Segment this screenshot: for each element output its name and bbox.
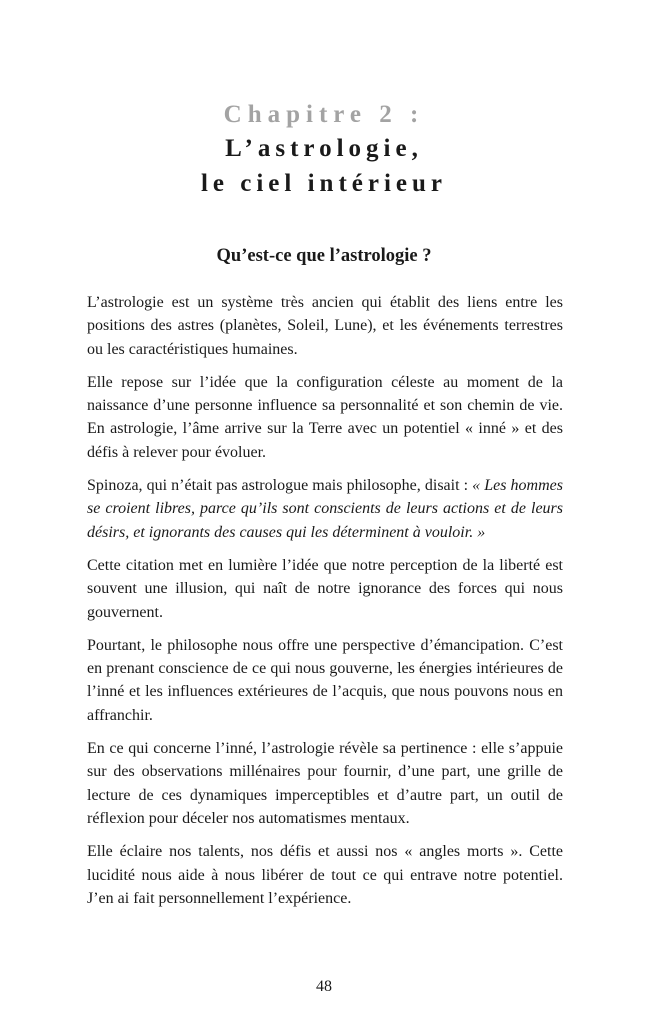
paragraph-5: Pourtant, le philosophe nous offre une perspective d’émancipation. C’est en prenant conscience de ce qui nous gouverne, les énergies intérieures de l’inné et les influences extérieures de l’acquis, que nous pouvons nous en affranchir. [87,636,563,724]
paragraph-2: Elle repose sur l’idée que la configuration céleste au moment de la naissance d’une personne influence sa personnalité et son chemin de vie. En astrologie, l’âme arrive sur la Terre avec un potentiel « inné » et des défis à relever pour évoluer. [87,373,563,461]
chapter-title-line-2: le ciel intérieur [200,170,448,197]
paragraph-3-intro: Spinoza, qui n’était pas astrologue mais philosophe, disait : [87,477,473,495]
chapter-title-line-1: L’astrologie, [225,135,423,162]
paragraph-7: Elle éclaire nos talents, nos défis et aussi nos « angles morts ». Cette lucidité nous aide à nous libérer de tout ce qui entrave notre potentiel. J’en ai fait personnellement l’expérience. [87,843,563,907]
paragraph-1: L’astrologie est un système très ancien qui établit des liens entre les positions des astres (planètes, Soleil, Lune), et les événements terrestres ou les caractéristiques humaines. [87,294,563,358]
page-number: 48 [316,978,332,995]
chapter-label: Chapitre 2 : [223,101,425,128]
body-text [87,291,563,920]
paragraph-6: En ce qui concerne l’inné, l’astrologie révèle sa pertinence : elle s’appuie sur des observations millénaires pour fournir, d’une part, une grille de lecture de ces dynamiques imperceptibles et d’autre part, un outil de réflexion pour déceler nos automatismes mentaux. [87,740,563,827]
section-title: Qu’est-ce que l’astrologie ? [216,246,432,266]
paragraph-4: Cette citation met en lumière l’idée que notre perception de la liberté est souvent une illusion, qui naît de notre ignorance des forces qui nous gouvernent. [87,556,563,621]
paragraph-3 [87,474,563,544]
chapter-heading [0,98,648,201]
spinoza-quote: « Les hommes se croient libres, parce qu’ils sont conscients de leurs actions et de leurs désirs, et ignorants des causes qui les déterminent à vouloir. » [87,477,563,541]
